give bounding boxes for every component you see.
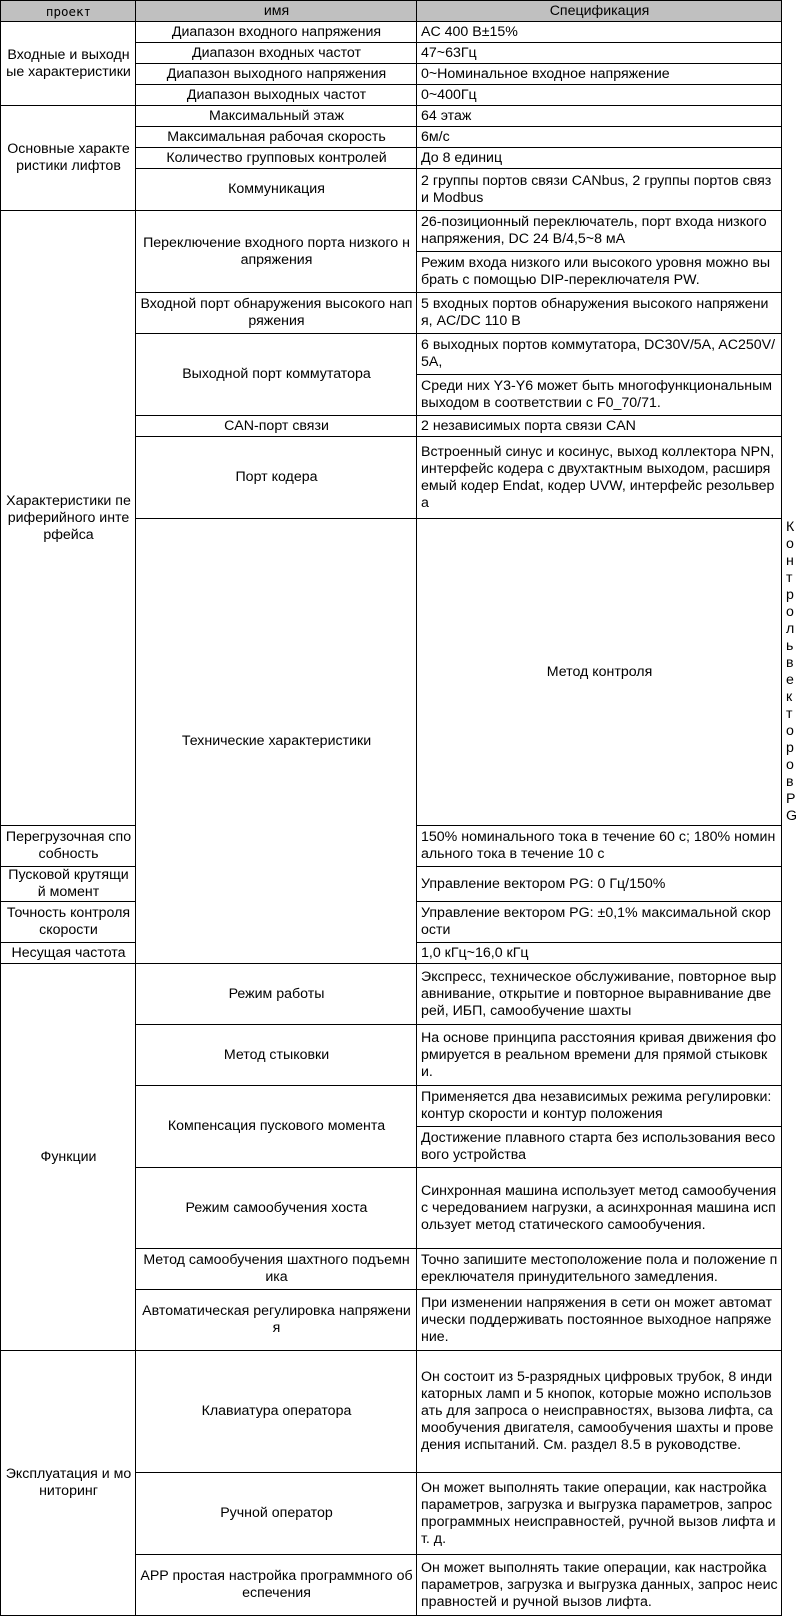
row-name: Компенсация пускового момента — [136, 1086, 417, 1168]
row-spec: 5 входных портов обнаружения высокого напряжения, AC/DC 110 В — [417, 293, 782, 334]
row-name: Выходной порт коммутатора — [136, 334, 417, 416]
row-name: Несущая частота — [1, 943, 136, 964]
row-spec: 6 выходных портов коммутатора, DC30V/5A, AC250V/5A, — [417, 334, 782, 375]
row-name: Коммуникация — [136, 169, 417, 211]
row-name: Диапазон выходного напряжения — [136, 64, 417, 85]
row-name: Клавиатура оператора — [136, 1351, 417, 1473]
row-spec: Он может выполнять такие операции, как настройка параметров, загрузка и выгрузка данных, запрос неисправностей и ручной вызов лифта. — [417, 1555, 782, 1616]
row-spec: Среди них Y3-Y6 может быть многофункциональным выходом в соответствии с F0_70/71. — [417, 375, 782, 416]
row-spec: На основе принципа расстояния кривая движения формируется в реальном времени для прямой стыковки. — [417, 1025, 782, 1086]
row-name: Режим работы — [136, 964, 417, 1025]
row-name: Ручной оператор — [136, 1473, 417, 1555]
row-name: Режим самообучения хоста — [136, 1168, 417, 1249]
row-spec: 0~Номинальное входное напряжение — [417, 64, 782, 85]
row-name: Максимальный этаж — [136, 106, 417, 127]
row-spec: 64 этаж — [417, 106, 782, 127]
row-name: Диапазон входных частот — [136, 43, 417, 64]
row-spec: Встроенный синус и косинус, выход коллектора NPN, интерфейс кодера с двухтактным выходом, расширяемый кодер Endat, кодер UVW, интерфейс резольвера — [417, 437, 782, 519]
row-spec: До 8 единиц — [417, 148, 782, 169]
header-project: проект — [1, 1, 136, 22]
group-input-output: Входные и выходные характеристики — [1, 22, 136, 106]
row-spec: 2 независимых порта связи CAN — [417, 416, 782, 437]
table-row — [1, 1351, 782, 1473]
row-spec: Синхронная машина использует метод самообучения с чередованием нагрузки, а асинхронная машина использует метод статического самообучения. — [417, 1168, 782, 1249]
table-row — [1, 106, 782, 127]
table-row — [1, 964, 782, 1025]
row-spec: Экспресс, техническое обслуживание, повторное выравнивание, открытие и повторное выравнивание дверей, ИБП, самообучение шахты — [417, 964, 782, 1025]
row-name: Порт кодера — [136, 437, 417, 519]
row-spec: Управление вектором PG: ±0,1% максимальной скорости — [417, 902, 782, 943]
row-name: Максимальная рабочая скорость — [136, 127, 417, 148]
group-elevator: Основные характеристики лифтов — [1, 106, 136, 211]
row-spec: 47~63Гц — [417, 43, 782, 64]
row-spec: Достижение плавного старта без использования весового устройства — [417, 1127, 782, 1168]
table-row — [1, 211, 782, 252]
row-spec: Управление вектором PG: 0 Гц/150% — [417, 867, 782, 902]
row-spec: При изменении напряжения в сети он может автоматически поддерживать постоянное выходное напряжение. — [417, 1290, 782, 1351]
row-name: APP простая настройка программного обеспечения — [136, 1555, 417, 1616]
row-name: Пусковой крутящий момент — [1, 867, 136, 902]
row-name: Метод стыковки — [136, 1025, 417, 1086]
row-name: Количество групповых контролей — [136, 148, 417, 169]
row-spec: Он состоит из 5-разрядных цифровых трубок, 8 индикаторных ламп и 5 кнопок, которые можно использовать для запроса о неисправностях, вызова лифта, самообучения двигателя, самообучения шахты и проведения испытаний. См. раздел 8.5 в руководстве. — [417, 1351, 782, 1473]
row-name: Автоматическая регулировка напряжения — [136, 1290, 417, 1351]
group-technical: Технические характеристики — [136, 519, 417, 964]
row-name: Точность контроля скорости — [1, 902, 136, 943]
row-spec: Точно запишите местоположение пола и положение переключателя принудительного замедления. — [417, 1249, 782, 1290]
row-spec: Применяется два независимых режима регулировки: контур скорости и контур положения — [417, 1086, 782, 1127]
row-spec: 2 группы портов связи CANbus, 2 группы портов связи Modbus — [417, 169, 782, 211]
header-name: имя — [136, 1, 417, 22]
row-spec: 26-позиционный переключатель, порт входа низкого напряжения, DC 24 В/4,5~8 мА — [417, 211, 782, 252]
row-name: Перегрузочная способность — [1, 826, 136, 867]
table-row: Технические характеристики Метод контроля Контроль векторов PG — [1, 519, 782, 826]
group-peripheral: Характеристики периферийного интерфейса — [1, 211, 136, 826]
group-operation: Эксплуатация и мониторинг — [1, 1351, 136, 1616]
row-name: Переключение входного порта низкого напряжения — [136, 211, 417, 293]
row-name: Метод самообучения шахтного подъемника — [136, 1249, 417, 1290]
header-spec: Спецификация — [417, 1, 782, 22]
header-row — [1, 1, 782, 22]
group-functions: Функции — [1, 964, 136, 1351]
row-spec: 6м/с — [417, 127, 782, 148]
row-spec: Он может выполнять такие операции, как настройка параметров, загрузка и выгрузка параметров, запрос программных неисправностей, ручной вызов лифта и т. д. — [417, 1473, 782, 1555]
row-spec: AC 400 В±15% — [417, 22, 782, 43]
row-spec: 1,0 кГц~16,0 кГц — [417, 943, 782, 964]
row-name: Входной порт обнаружения высокого напряжения — [136, 293, 417, 334]
row-spec: 150% номинального тока в течение 60 с; 180% номинального тока в течение 10 с — [417, 826, 782, 867]
table-row — [1, 22, 782, 43]
row-name: Диапазон входного напряжения — [136, 22, 417, 43]
row-name: Диапазон выходных частот — [136, 85, 417, 106]
row-name: Метод контроля — [417, 519, 782, 826]
row-spec: 0~400Гц — [417, 85, 782, 106]
row-spec: Режим входа низкого или высокого уровня можно выбрать с помощью DIP-переключателя PW. — [417, 252, 782, 293]
row-name: CAN-порт связи — [136, 416, 417, 437]
